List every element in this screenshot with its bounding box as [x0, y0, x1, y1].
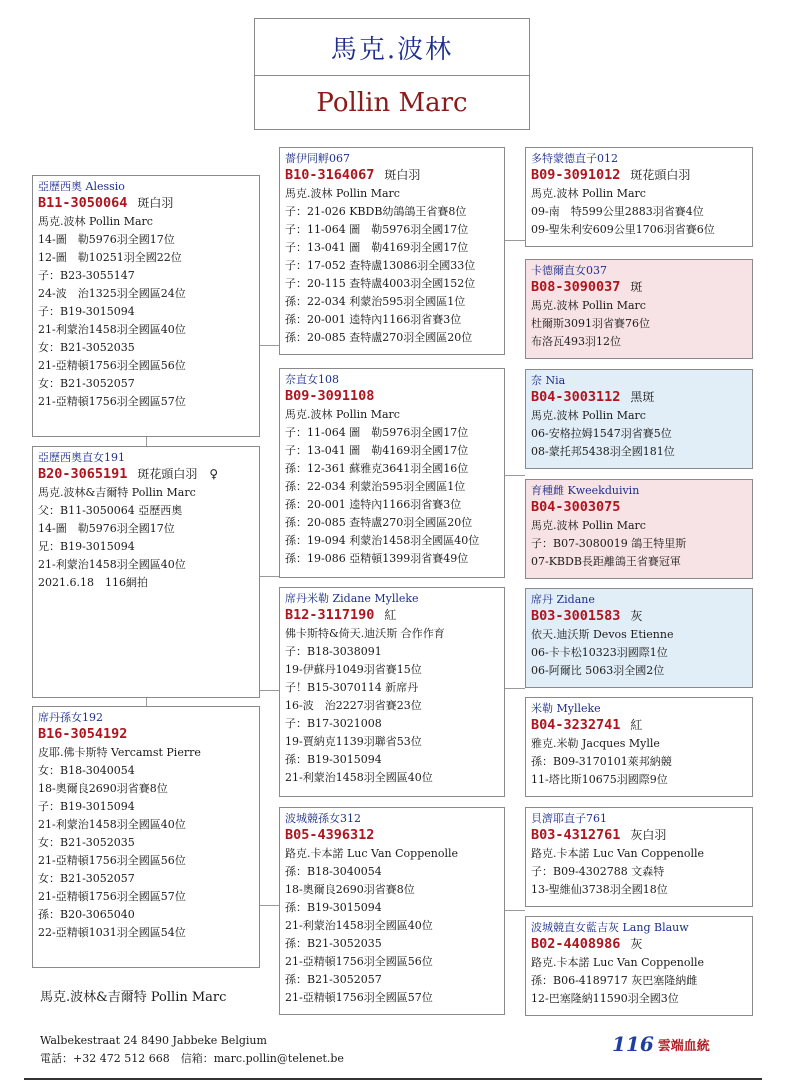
bird-details: [285, 845, 499, 1007]
ring-number: B08-3090037: [531, 279, 621, 295]
title-english: Pollin Marc: [316, 88, 468, 118]
detail-line: 孫：22-034 利蒙治595羽全國區1位: [285, 480, 466, 493]
bird-name: 育種雌 Kweekduivin: [531, 484, 640, 497]
detail-line: 19-賈納克1139羽聯省53位: [285, 735, 422, 748]
detail-line: 孫：B18-3040054: [285, 865, 382, 878]
pedigree-box-dam-sire: [279, 587, 505, 797]
detail-line: 孫：B21-3052035: [285, 937, 382, 950]
logo-number: 116: [612, 1032, 654, 1056]
detail-line: 18-奧爾良2690羽省賽8位: [285, 883, 415, 896]
bird-details: [38, 484, 254, 592]
pedigree-box-sds: [525, 369, 753, 469]
connector-line: [259, 345, 280, 346]
bottom-rule: [24, 1078, 762, 1080]
address: Walbekestraat 24 8490 Jabbeke Belgium: [40, 1034, 267, 1047]
detail-line: 子：B18-3038091: [285, 645, 382, 658]
plumage-color: 斑花頭白羽 ♀: [137, 467, 219, 481]
ring-number: B02-4408986: [531, 936, 621, 952]
detail-line: 09-南 特599公里2883羽省賽4位: [531, 205, 704, 218]
bird-name: 奈 Nia: [531, 374, 566, 387]
detail-line: 孫：20-001 逵特內1166羽省賽3位: [285, 498, 462, 511]
detail-line: 子：20-115 查特盧4003羽全國152位: [285, 277, 476, 290]
contact-info: 電話：+32 472 512 668 信箱：marc.pollin@telenet.be: [40, 1052, 344, 1065]
detail-line: 06-卡卡松10323羽國際1位: [531, 646, 668, 659]
ring-number: B20-3065191: [38, 466, 128, 482]
detail-line: 孫：B06-4189717 灰巴塞隆納雌: [531, 974, 698, 987]
detail-line: 子：B23-3055147: [38, 269, 135, 282]
bird-details: [531, 185, 747, 239]
detail-line: 06-阿爾比 5063羽全國2位: [531, 664, 665, 677]
owner-name: 馬克.波林&吉爾特 Pollin Marc: [40, 990, 227, 1005]
ring-number: B16-3054192: [38, 726, 128, 742]
ring-number: B04-3003112: [531, 389, 621, 405]
ring-number: B10-3164067: [285, 167, 375, 183]
bird-name: 卡德爾直女037: [531, 264, 607, 277]
detail-line: 21-亞精頓1756羽全國區56位: [285, 955, 433, 968]
contact-block: [40, 1032, 344, 1068]
bird-details: [531, 954, 747, 1008]
title-chinese: 馬克.波林: [255, 19, 529, 76]
detail-line: 子：B07-3080019 鴿王特里斯: [531, 537, 687, 550]
detail-line: 子：B19-3015094: [38, 305, 135, 318]
detail-line: 13-聖維仙3738羽全國18位: [531, 883, 668, 896]
detail-line: 21-利蒙治1458羽全國區40位: [285, 771, 433, 784]
bird-name: 亞歷西奧直女191: [38, 451, 125, 464]
detail-line: 孫：B20-3065040: [38, 908, 135, 921]
ring-number: B03-3001583: [531, 608, 621, 624]
pedigree-box-dsd: [525, 697, 753, 797]
detail-line: 子：B17-3021008: [285, 717, 382, 730]
pedigree-box-ssd: [525, 259, 753, 359]
bird-details: [531, 735, 747, 789]
detail-line: 馬克.波林 Pollin Marc: [531, 519, 646, 532]
detail-line: 父：B11-3050064 亞歷西奧: [38, 504, 183, 517]
detail-line: 21-利蒙治1458羽全國區40位: [38, 323, 186, 336]
detail-line: 女：B21-3052057: [38, 377, 135, 390]
bird-name: 多特蒙德直子012: [531, 152, 618, 165]
bird-name: 米勒 Mylleke: [531, 702, 601, 715]
detail-line: 21-利蒙治1458羽全國區40位: [285, 919, 433, 932]
detail-line: 孫：19-086 亞精頓1399羽省賽49位: [285, 552, 469, 565]
logo-text: 雲端血統: [657, 1038, 710, 1054]
detail-line: 孫：20-085 查特盧270羽全國區20位: [285, 331, 473, 344]
plumage-color: 斑白羽: [137, 196, 174, 210]
detail-line: 杜爾斯3091羽省賽76位: [531, 317, 650, 330]
bird-details: [531, 845, 747, 899]
plumage-color: 斑白羽: [384, 168, 421, 182]
bird-name: 席丹孫女192: [38, 711, 103, 724]
detail-line: 22-亞精頓1031羽全國區54位: [38, 926, 186, 939]
detail-line: 21-亞精頓1756羽全國區57位: [38, 890, 186, 903]
detail-line: 14-圖 勒5976羽全國17位: [38, 522, 175, 535]
pedigree-box-sire: [32, 175, 260, 437]
bird-details: [285, 625, 499, 787]
bird-details: [285, 185, 499, 347]
bird-name: 席丹 Zidane: [531, 593, 595, 606]
detail-line: 2021.6.18 116網拍: [38, 576, 148, 589]
detail-line: 子：B19-3015094: [38, 800, 135, 813]
detail-line: 07-KBDB長距離鴿王省賽冠軍: [531, 555, 681, 568]
bird-name: 貝濟耶直子761: [531, 812, 607, 825]
pedigree-box-dam-dam: [279, 807, 505, 1015]
detail-line: 佛卡斯特&倚天.迪沃斯 合作作育: [285, 627, 445, 640]
detail-line: 16-波 治2227羽省賽23位: [285, 699, 422, 712]
bird-details: [531, 297, 747, 351]
bird-name: 奈直女108: [285, 373, 339, 386]
pedigree-box-sire-dam: [279, 368, 505, 578]
detail-line: 孫：20-001 逵特內1166羽省賽3位: [285, 313, 462, 326]
detail-line: 24-波 治1325羽全國區24位: [38, 287, 186, 300]
connector-line: [504, 240, 525, 241]
detail-line: 依天.迪沃斯 Devos Etienne: [531, 628, 674, 641]
detail-line: 14-圖 勒5976羽全國17位: [38, 233, 175, 246]
connector-line: [504, 688, 525, 689]
detail-line: 21-利蒙治1458羽全國區40位: [38, 558, 186, 571]
detail-line: 孫：22-034 利蒙治595羽全國區1位: [285, 295, 466, 308]
detail-line: 雅克.米勒 Jacques Mylle: [531, 737, 660, 750]
bird-details: [38, 744, 254, 942]
detail-line: 子：17-052 查特盧13086羽全國33位: [285, 259, 476, 272]
ring-number: B05-4396312: [285, 827, 375, 843]
plumage-color: 灰: [630, 937, 643, 951]
detail-line: 12-巴塞隆納11590羽全國3位: [531, 992, 679, 1005]
detail-line: 子：11-064 圖 勒5976羽全國17位: [285, 426, 469, 439]
bird-name: 薔伊同孵067: [285, 152, 350, 165]
detail-line: 子：21-026 KBDB幼鴿鴿王省賽8位: [285, 205, 467, 218]
detail-line: 馬克.波林 Pollin Marc: [531, 187, 646, 200]
pedigree-box-ddd: [525, 916, 753, 1016]
ring-number: B04-3232741: [531, 717, 621, 733]
connector-line: [259, 690, 280, 691]
plumage-color: 灰: [630, 609, 643, 623]
ring-number: B04-3003075: [531, 499, 621, 515]
detail-line: 女：B21-3052035: [38, 341, 135, 354]
detail-line: 路克.卡本諾 Luc Van Coppenolle: [285, 847, 458, 860]
pedigree-box-sss: [525, 147, 753, 247]
bird-details: [531, 407, 747, 461]
connector-line: [504, 910, 525, 911]
detail-line: 孫：B19-3015094: [285, 753, 382, 766]
site-logo: [612, 1032, 722, 1056]
ring-number: B09-3091108: [285, 388, 375, 404]
ring-number: B11-3050064: [38, 195, 128, 211]
detail-line: 08-蒙托邦5438羽全國181位: [531, 445, 675, 458]
ring-number: B12-3117190: [285, 607, 375, 623]
detail-line: 兄：B19-3015094: [38, 540, 135, 553]
detail-line: 孫：B19-3015094: [285, 901, 382, 914]
detail-line: 子！B15-3070114 新席丹: [285, 681, 419, 694]
detail-line: 19-伊蘇丹1049羽省賽15位: [285, 663, 422, 676]
plumage-color: 斑: [630, 280, 643, 294]
detail-line: 子：13-041 圖 勒4169羽全國17位: [285, 444, 469, 457]
detail-line: 馬克.波林 Pollin Marc: [285, 408, 400, 421]
bird-details: [531, 517, 747, 571]
detail-line: 18-奧爾良2690羽省賽8位: [38, 782, 168, 795]
detail-line: 女：B18-3040054: [38, 764, 135, 777]
connector-line: [259, 905, 280, 906]
bird-details: [38, 213, 254, 411]
connector-line: [146, 697, 147, 706]
ring-number: B09-3091012: [531, 167, 621, 183]
detail-line: 孫：B09-3170101萊邦納競: [531, 755, 672, 768]
bird-details: [285, 406, 499, 568]
plumage-color: 紅: [384, 608, 397, 622]
detail-line: 子：11-064 圖 勒5976羽全國17位: [285, 223, 469, 236]
detail-line: 21-亞精頓1756羽全國區56位: [38, 359, 186, 372]
connector-line: [504, 475, 525, 476]
bird-name: 亞歷西奧 Alessio: [38, 180, 125, 193]
plumage-color: 紅: [630, 718, 643, 732]
plumage-color: 黑斑: [630, 390, 655, 404]
detail-line: 布洛瓦493羽12位: [531, 335, 621, 348]
detail-line: 女：B21-3052035: [38, 836, 135, 849]
detail-line: 馬克.波林 Pollin Marc: [38, 215, 153, 228]
bird-name: 波城競直女藍吉灰 Lang Blauw: [531, 921, 689, 934]
detail-line: 孫：19-094 利蒙治1458羽全國區40位: [285, 534, 480, 547]
detail-line: 21-亞精頓1756羽全國區57位: [38, 395, 186, 408]
pedigree-box-dam: [32, 706, 260, 968]
detail-line: 09-聖朱利安609公里1706羽省賽6位: [531, 223, 715, 236]
detail-line: 21-利蒙治1458羽全國區40位: [38, 818, 186, 831]
detail-line: 孫：12-361 蘇雅克3641羽全國16位: [285, 462, 469, 475]
detail-line: 馬克.波林 Pollin Marc: [285, 187, 400, 200]
detail-line: 路克.卡本諾 Luc Van Coppenolle: [531, 956, 704, 969]
detail-line: 馬克.波林 Pollin Marc: [531, 299, 646, 312]
detail-line: 馬克.波林 Pollin Marc: [531, 409, 646, 422]
detail-line: 孫：20-085 查特盧270羽全國區20位: [285, 516, 473, 529]
detail-line: 11-塔比斯10675羽國際9位: [531, 773, 668, 786]
plumage-color: 斑花頭白羽: [630, 168, 691, 182]
detail-line: 12-圖 勒10251羽全國22位: [38, 251, 182, 264]
detail-line: 06-安格拉姆1547羽省賽5位: [531, 427, 672, 440]
detail-line: 子：13-041 圖 勒4169羽全國17位: [285, 241, 469, 254]
detail-line: 路克.卡本諾 Luc Van Coppenolle: [531, 847, 704, 860]
detail-line: 皮耶.佛卡斯特 Vercamst Pierre: [38, 746, 201, 759]
pedigree-box-subject: [32, 446, 260, 698]
detail-line: 21-亞精頓1756羽全國區56位: [38, 854, 186, 867]
bird-name: 席丹米勒 Zidane Mylleke: [285, 592, 419, 605]
plumage-color: 灰白羽: [630, 828, 667, 842]
detail-line: 孫：B21-3052057: [285, 973, 382, 986]
pedigree-box-dss: [525, 588, 753, 688]
detail-line: 21-亞精頓1756羽全國區57位: [285, 991, 433, 1004]
connector-line: [259, 576, 280, 577]
detail-line: 馬克.波林&吉爾特 Pollin Marc: [38, 486, 196, 499]
pedigree-box-sdd: [525, 479, 753, 579]
bird-name: 波城競孫女312: [285, 812, 361, 825]
title-box: [254, 18, 530, 130]
detail-line: 子：B09-4302788 文森特: [531, 865, 665, 878]
pedigree-box-sire-sire: [279, 147, 505, 355]
pedigree-box-dds: [525, 807, 753, 907]
ring-number: B03-4312761: [531, 827, 621, 843]
detail-line: 女：B21-3052057: [38, 872, 135, 885]
bird-details: [531, 626, 747, 680]
